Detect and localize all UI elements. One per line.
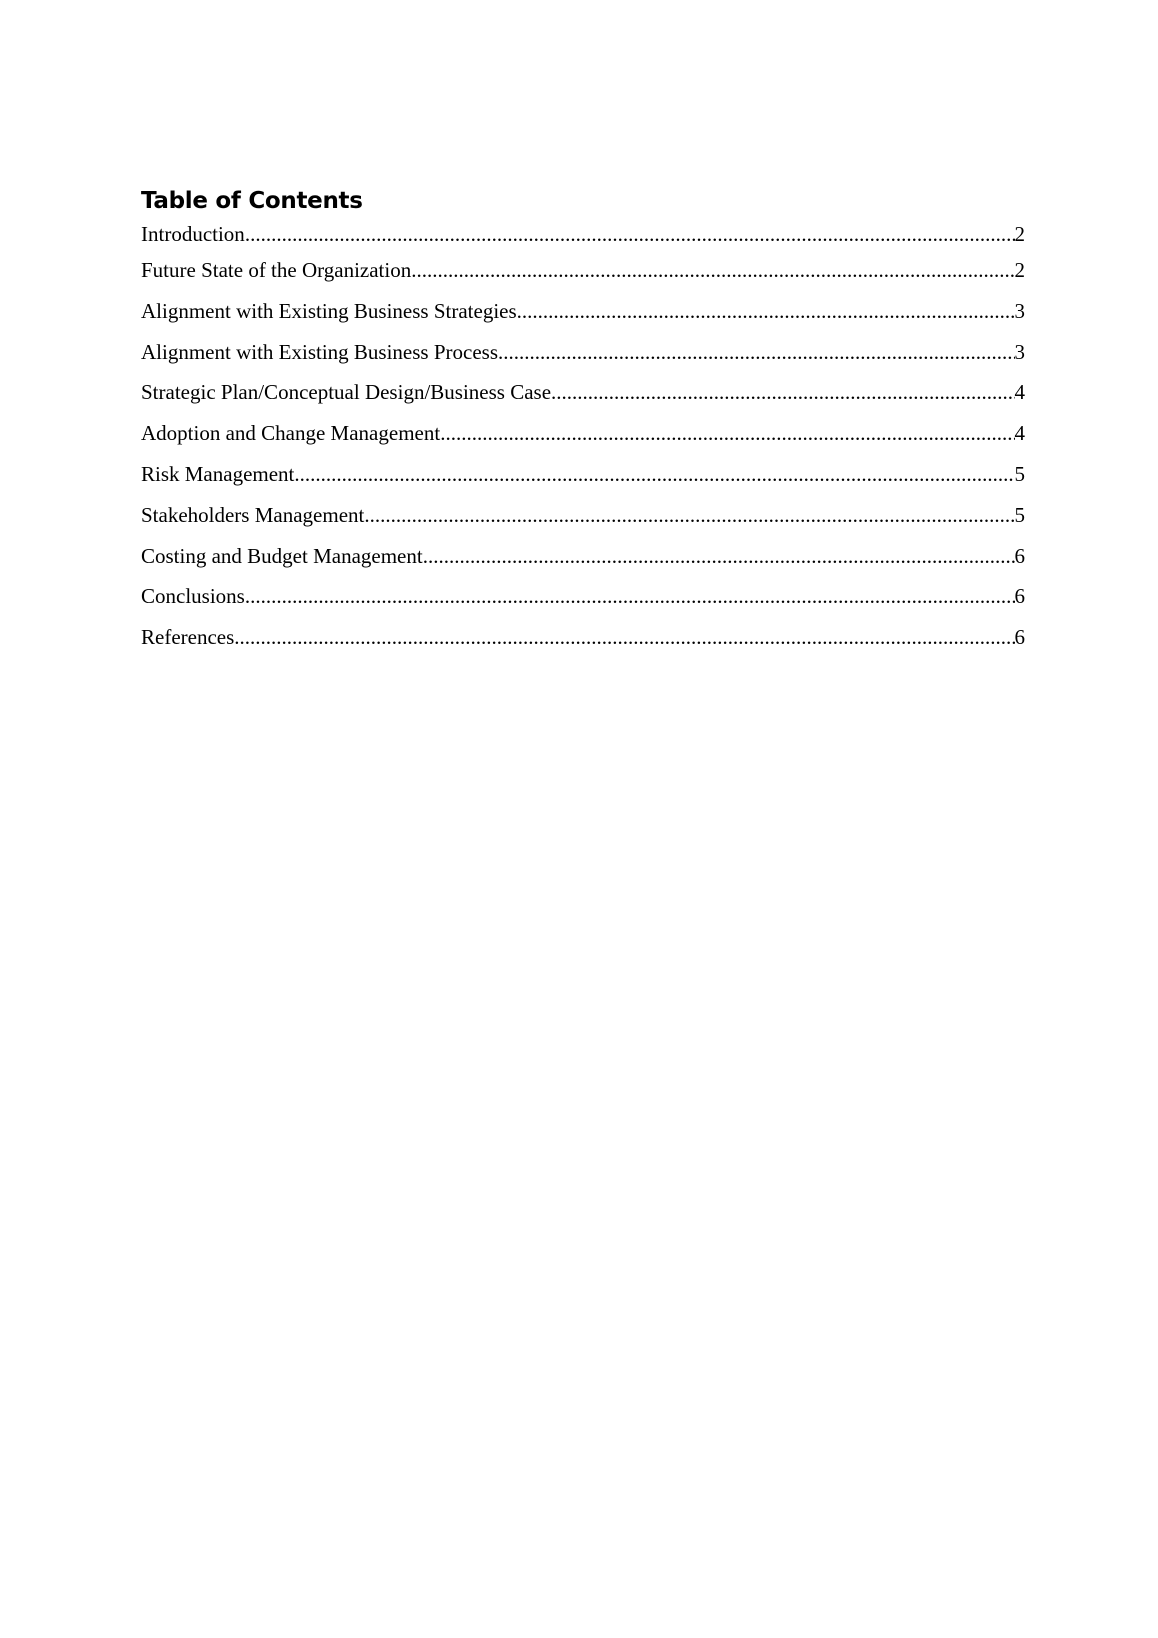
toc-dot-leader — [234, 625, 1014, 650]
toc-entry-label: Conclusions — [141, 584, 245, 609]
toc-entry-costing-budget[interactable] — [141, 544, 1025, 585]
toc-entry-label: References — [141, 625, 235, 650]
toc-entry-page: 2 — [1014, 258, 1025, 282]
toc-entry-page: 6 — [1014, 584, 1025, 609]
toc-entry-alignment-process[interactable] — [141, 340, 1025, 381]
toc-entry-page: 4 — [1014, 380, 1025, 405]
toc-dot-leader — [294, 462, 1014, 487]
toc-entry-references[interactable] — [141, 625, 1025, 666]
toc-dot-leader — [423, 544, 1015, 569]
toc-entry-label: Alignment with Existing Business Process — [141, 339, 498, 364]
toc-entry-strategic-plan[interactable] — [141, 380, 1025, 421]
toc-entry-conclusions[interactable] — [141, 584, 1025, 625]
table-of-contents — [141, 186, 1025, 666]
toc-entry-label: Stakeholders Management — [141, 502, 365, 527]
toc-entry-page: 5 — [1014, 502, 1025, 527]
toc-dot-leader — [245, 222, 1015, 247]
toc-entry-page: 6 — [1014, 543, 1025, 568]
toc-title: Table of Contents — [141, 188, 363, 214]
toc-entry-page: 3 — [1014, 339, 1025, 364]
toc-dot-leader — [517, 299, 1015, 324]
toc-entry-page: 2 — [1014, 222, 1025, 246]
toc-entry-label: Introduction — [141, 222, 245, 246]
toc-entry-stakeholders[interactable] — [141, 503, 1025, 544]
toc-entry-label: Costing and Budget Management — [141, 543, 423, 568]
toc-dot-leader — [245, 584, 1015, 609]
toc-entry-label: Adoption and Change Management — [141, 421, 441, 446]
toc-entry-label: Alignment with Existing Business Strategies — [141, 298, 517, 323]
toc-entry-change-management[interactable] — [141, 421, 1025, 462]
toc-dot-leader — [440, 421, 1014, 446]
toc-dot-leader — [364, 503, 1014, 528]
toc-entry-introduction[interactable] — [141, 222, 1025, 258]
toc-dot-leader — [498, 340, 1015, 365]
toc-entry-page: 5 — [1014, 461, 1025, 486]
toc-dot-leader — [551, 380, 1014, 405]
toc-entry-future-state[interactable] — [141, 258, 1025, 299]
toc-entry-label: Future State of the Organization — [141, 258, 412, 282]
toc-entry-risk-management[interactable] — [141, 462, 1025, 503]
toc-entry-page: 3 — [1014, 298, 1025, 323]
toc-entry-page: 6 — [1014, 625, 1025, 650]
toc-entry-label: Strategic Plan/Conceptual Design/Business Case — [141, 380, 552, 405]
toc-list — [141, 222, 1025, 666]
toc-entry-label: Risk Management — [141, 461, 295, 486]
toc-entry-page: 4 — [1014, 421, 1025, 446]
toc-entry-alignment-strategies[interactable] — [141, 299, 1025, 340]
toc-dot-leader — [411, 258, 1014, 283]
